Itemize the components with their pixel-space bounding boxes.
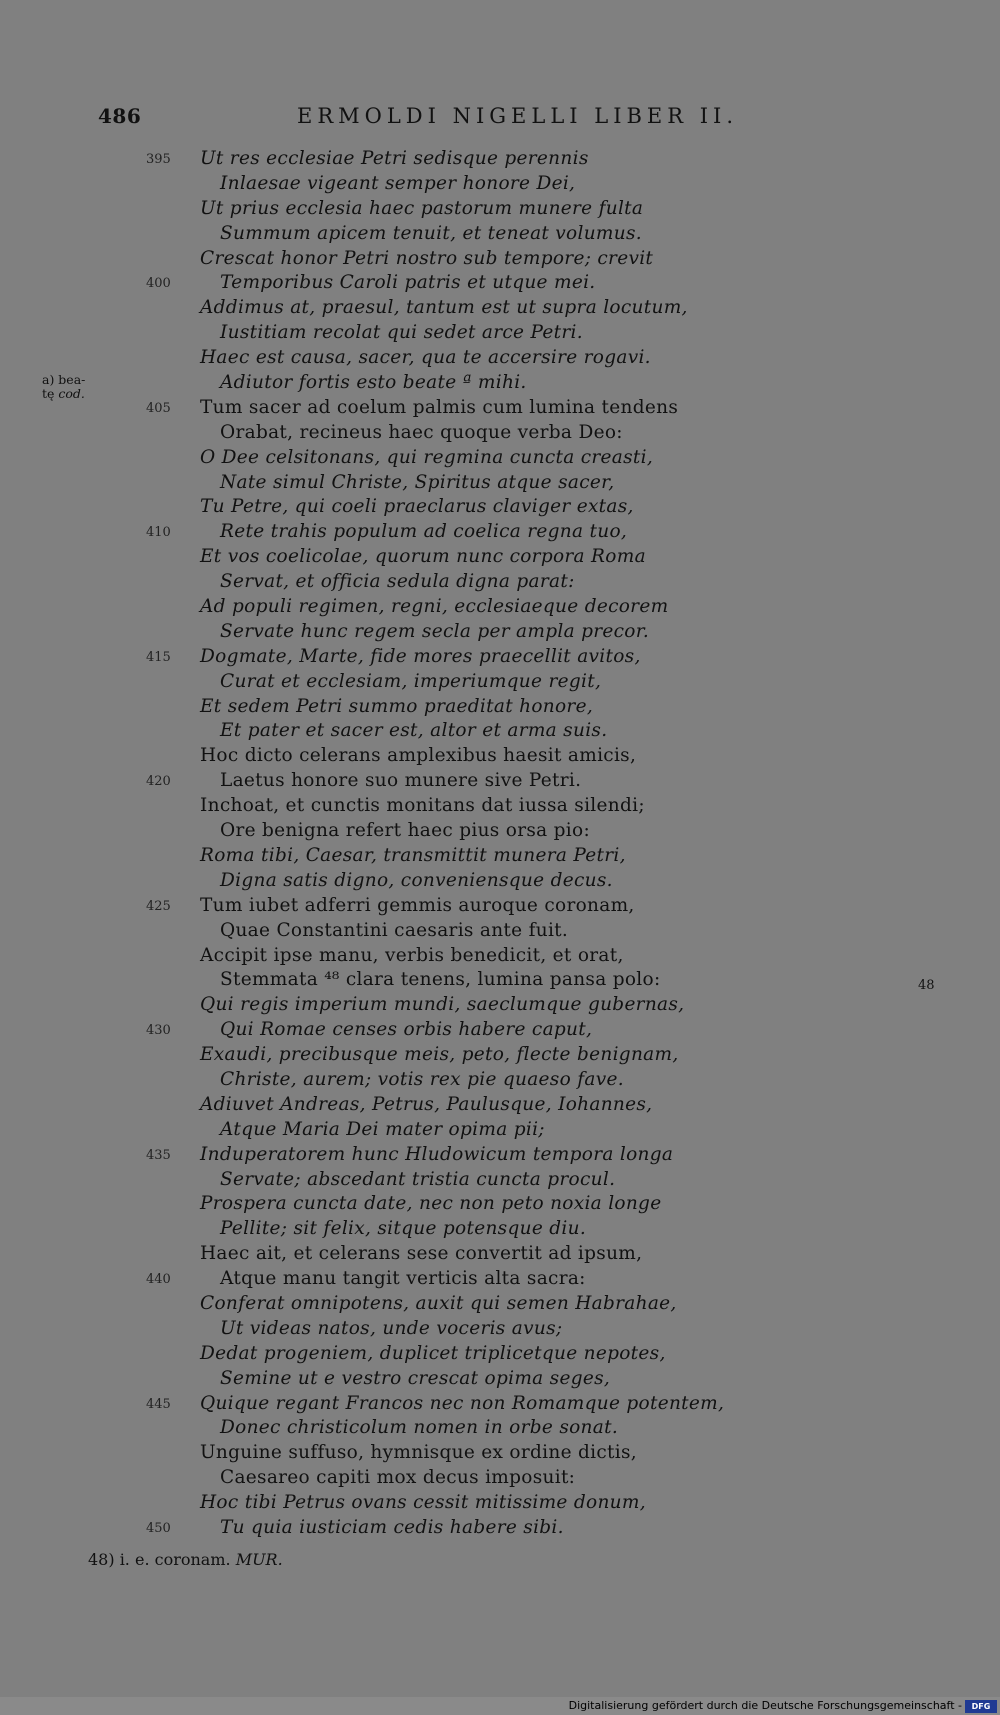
verse-text: Hoc tibi Petrus ovans cessit mitissime donum, xyxy=(200,1492,646,1514)
verse-text: Ut prius ecclesia haec pastorum munere fulta xyxy=(200,197,644,219)
verse-text: Atque manu tangit verticis alta sacra: xyxy=(220,1268,586,1290)
line-number: 435 xyxy=(146,1147,171,1163)
verse-text: Exaudi, precibusque meis, peto, flecte benignam, xyxy=(200,1044,679,1066)
page-number: 486 xyxy=(98,104,142,128)
verse-line xyxy=(0,744,1000,769)
verse-line xyxy=(0,769,1000,794)
running-title: ERMOLDI NIGELLI LIBER II. xyxy=(297,104,739,128)
verse-line xyxy=(0,695,1000,720)
verse-line xyxy=(0,944,1000,969)
line-number: 410 xyxy=(146,525,171,541)
verse-block xyxy=(0,147,1000,1541)
verse-text: Qui Romae censes orbis habere caput, xyxy=(220,1019,593,1041)
verse-text: Inchoat, et cunctis monitans dat iussa silendi; xyxy=(200,795,645,817)
verse-text: Unguine suffuso, hymnisque ex ordine dictis, xyxy=(200,1442,637,1464)
verse-text: Conferat omnipotens, auxit qui semen Habrahae, xyxy=(200,1292,677,1314)
verse-text: Temporibus Caroli patris et utque mei. xyxy=(220,272,596,294)
footnote-text: 48) i. e. coronam. xyxy=(88,1550,231,1569)
line-number: 395 xyxy=(146,152,171,167)
verse-line xyxy=(0,197,1000,222)
line-number: 420 xyxy=(146,774,171,790)
margin-footnote-number: 48 xyxy=(918,978,935,993)
verse-line xyxy=(0,894,1000,919)
verse-line xyxy=(0,446,1000,471)
verse-line xyxy=(0,1441,1000,1466)
verse-line xyxy=(0,520,1000,545)
line-number: 405 xyxy=(146,400,171,416)
line-number: 425 xyxy=(146,898,171,914)
verse-line xyxy=(0,147,1000,172)
verse-line xyxy=(0,1118,1000,1143)
verse-line xyxy=(0,1242,1000,1267)
verse-text: Induperatorem hunc Hludowicum tempora longa xyxy=(200,1143,674,1165)
verse-line xyxy=(0,595,1000,620)
verse-line xyxy=(0,1416,1000,1441)
verse-line xyxy=(0,719,1000,744)
verse-text: Servat, et officia sedula digna parat: xyxy=(220,571,575,593)
dfg-logo-icon: DFG xyxy=(965,1700,997,1713)
verse-text: Pellite; sit felix, sitque potensque diu. xyxy=(220,1218,587,1240)
verse-text: Addimus at, praesul, tantum est ut supra locutum, xyxy=(200,297,688,319)
verse-line xyxy=(0,670,1000,695)
verse-text: Ut videas natos, unde voceris avus; xyxy=(220,1317,563,1339)
verse-line xyxy=(0,1168,1000,1193)
verse-text: Et sedem Petri summo praeditat honore, xyxy=(200,695,594,717)
verse-text: Haec ait, et celerans sese convertit ad ipsum, xyxy=(200,1243,643,1265)
page-header xyxy=(0,104,1000,134)
sidenote-line: a) bea- xyxy=(42,372,86,387)
verse-line xyxy=(0,620,1000,645)
verse-text: Quae Constantini caesaris ante fuit. xyxy=(220,919,569,941)
verse-line xyxy=(0,421,1000,446)
verse-text: Summum apicem tenuit, et teneat volumus. xyxy=(220,222,642,244)
verse-line xyxy=(0,819,1000,844)
verse-text: Dedat progeniem, duplicet triplicetque nepotes, xyxy=(200,1342,666,1364)
verse-line xyxy=(0,570,1000,595)
sidenote-abbrev: cod. xyxy=(58,386,85,401)
verse-text: Atque Maria Dei mater opima pii; xyxy=(220,1118,545,1140)
verse-text: Orabat, recineus haec quoque verba Deo: xyxy=(220,421,623,443)
line-number: 400 xyxy=(146,276,171,292)
verse-text: Servate; abscedant tristia cuncta procul. xyxy=(220,1168,616,1190)
line-number: 440 xyxy=(146,1272,171,1288)
verse-text: Accipit ipse manu, verbis benedicit, et orat, xyxy=(200,944,624,966)
verse-line xyxy=(0,1217,1000,1242)
verse-line xyxy=(0,1043,1000,1068)
verse-text: Dogmate, Marte, fide mores praecellit avitos, xyxy=(200,645,641,667)
verse-line xyxy=(0,396,1000,421)
verse-line xyxy=(0,1292,1000,1317)
verse-line xyxy=(0,1192,1000,1217)
verse-text: Qui regis imperium mundi, saeclumque gubernas, xyxy=(200,994,685,1016)
verse-text: Stemmata ⁴⁸ clara tenens, lumina pansa polo: xyxy=(220,969,661,991)
verse-text: Crescat honor Petri nostro sub tempore; crevit xyxy=(200,247,654,269)
verse-text: Tum iubet adferri gemmis auroque coronam, xyxy=(200,894,635,916)
verse-line xyxy=(0,794,1000,819)
verse-line xyxy=(0,271,1000,296)
verse-text: Curat et ecclesiam, imperiumque regit, xyxy=(220,670,602,692)
line-number: 450 xyxy=(146,1520,171,1536)
footnote-source: MUR. xyxy=(235,1550,283,1569)
verse-line xyxy=(0,919,1000,944)
verse-line xyxy=(0,1267,1000,1292)
verse-text: Donec christicolum nomen in orbe sonat. xyxy=(220,1417,619,1439)
verse-text: Tu Petre, qui coeli praeclarus claviger extas, xyxy=(200,496,634,518)
verse-line xyxy=(0,545,1000,570)
verse-text: Adiutor fortis esto beate ª mihi. xyxy=(220,372,527,394)
verse-text: Inlaesae vigeant semper honore Dei, xyxy=(220,172,576,194)
verse-text: Hoc dicto celerans amplexibus haesit amicis, xyxy=(200,745,637,767)
verse-text: Christe, aurem; votis rex pie quaeso fave. xyxy=(220,1068,624,1090)
verse-line xyxy=(0,346,1000,371)
verse-text: Rete trahis populum ad coelica regna tuo, xyxy=(220,521,628,543)
verse-text: Haec est causa, sacer, qua te accersire rogavi. xyxy=(200,347,651,369)
verse-line xyxy=(0,869,1000,894)
verse-text: O Dee celsitonans, qui regmina cuncta creasti, xyxy=(200,446,654,468)
verse-line xyxy=(0,1018,1000,1043)
verse-line xyxy=(0,1516,1000,1541)
verse-text: Tum sacer ad coelum palmis cum lumina tendens xyxy=(200,396,679,418)
verse-line xyxy=(0,1367,1000,1392)
verse-line xyxy=(0,247,1000,272)
verse-line xyxy=(0,371,1000,396)
verse-text: Nate simul Christe, Spiritus atque sacer, xyxy=(220,471,615,493)
verse-line xyxy=(0,296,1000,321)
verse-text: Caesareo capiti mox decus imposuit: xyxy=(220,1467,576,1489)
line-number: 445 xyxy=(146,1396,171,1412)
verse-text: Iustitiam recolat qui sedet arce Petri. xyxy=(220,322,583,344)
verse-text: Et vos coelicolae, quorum nunc corpora Roma xyxy=(200,546,646,568)
verse-text: Semine ut e vestro crescat opima seges, xyxy=(220,1367,611,1389)
footnote xyxy=(88,1550,283,1569)
verse-line xyxy=(0,1466,1000,1491)
verse-line xyxy=(0,471,1000,496)
verse-line xyxy=(0,968,1000,993)
sidenote-word: tę xyxy=(42,386,55,401)
verse-text: Prospera cuncta date, nec non peto noxia longe xyxy=(200,1193,662,1215)
verse-text: Adiuvet Andreas, Petrus, Paulusque, Iohannes, xyxy=(200,1093,653,1115)
verse-line xyxy=(0,1068,1000,1093)
verse-line xyxy=(0,1093,1000,1118)
verse-line xyxy=(0,1491,1000,1516)
line-number: 415 xyxy=(146,649,171,665)
verse-line xyxy=(0,844,1000,869)
verse-text: Roma tibi, Caesar, transmittit munera Petri, xyxy=(200,844,626,866)
verse-text: Digna satis digno, conveniensque decus. xyxy=(220,869,613,891)
verse-line xyxy=(0,1143,1000,1168)
verse-line xyxy=(0,993,1000,1018)
verse-text: Ore benigna refert haec pius orsa pio: xyxy=(220,820,590,842)
verse-text: Ut res ecclesiae Petri sedisque perennis xyxy=(200,148,589,169)
verse-text: Tu quia iusticiam cedis habere sibi. xyxy=(220,1516,564,1538)
line-number: 430 xyxy=(146,1023,171,1039)
verse-line xyxy=(0,172,1000,197)
verse-line xyxy=(0,1342,1000,1367)
verse-line xyxy=(0,645,1000,670)
verse-text: Et pater et sacer est, altor et arma suis. xyxy=(220,720,608,742)
verse-text: Ad populi regimen, regni, ecclesiaeque decorem xyxy=(200,596,669,618)
verse-line xyxy=(0,321,1000,346)
verse-text: Laetus honore suo munere sive Petri. xyxy=(220,770,582,792)
verse-text: Servate hunc regem secla per ampla precor. xyxy=(220,620,650,642)
verse-line xyxy=(0,495,1000,520)
verse-text: Quique regant Francos nec non Romamque potentem, xyxy=(200,1392,725,1414)
verse-line xyxy=(0,1392,1000,1417)
verse-line xyxy=(0,1317,1000,1342)
verse-line xyxy=(0,222,1000,247)
credit-text: Digitalisierung gefördert durch die Deutsche Forschungsgemeinschaft - xyxy=(568,1699,962,1712)
